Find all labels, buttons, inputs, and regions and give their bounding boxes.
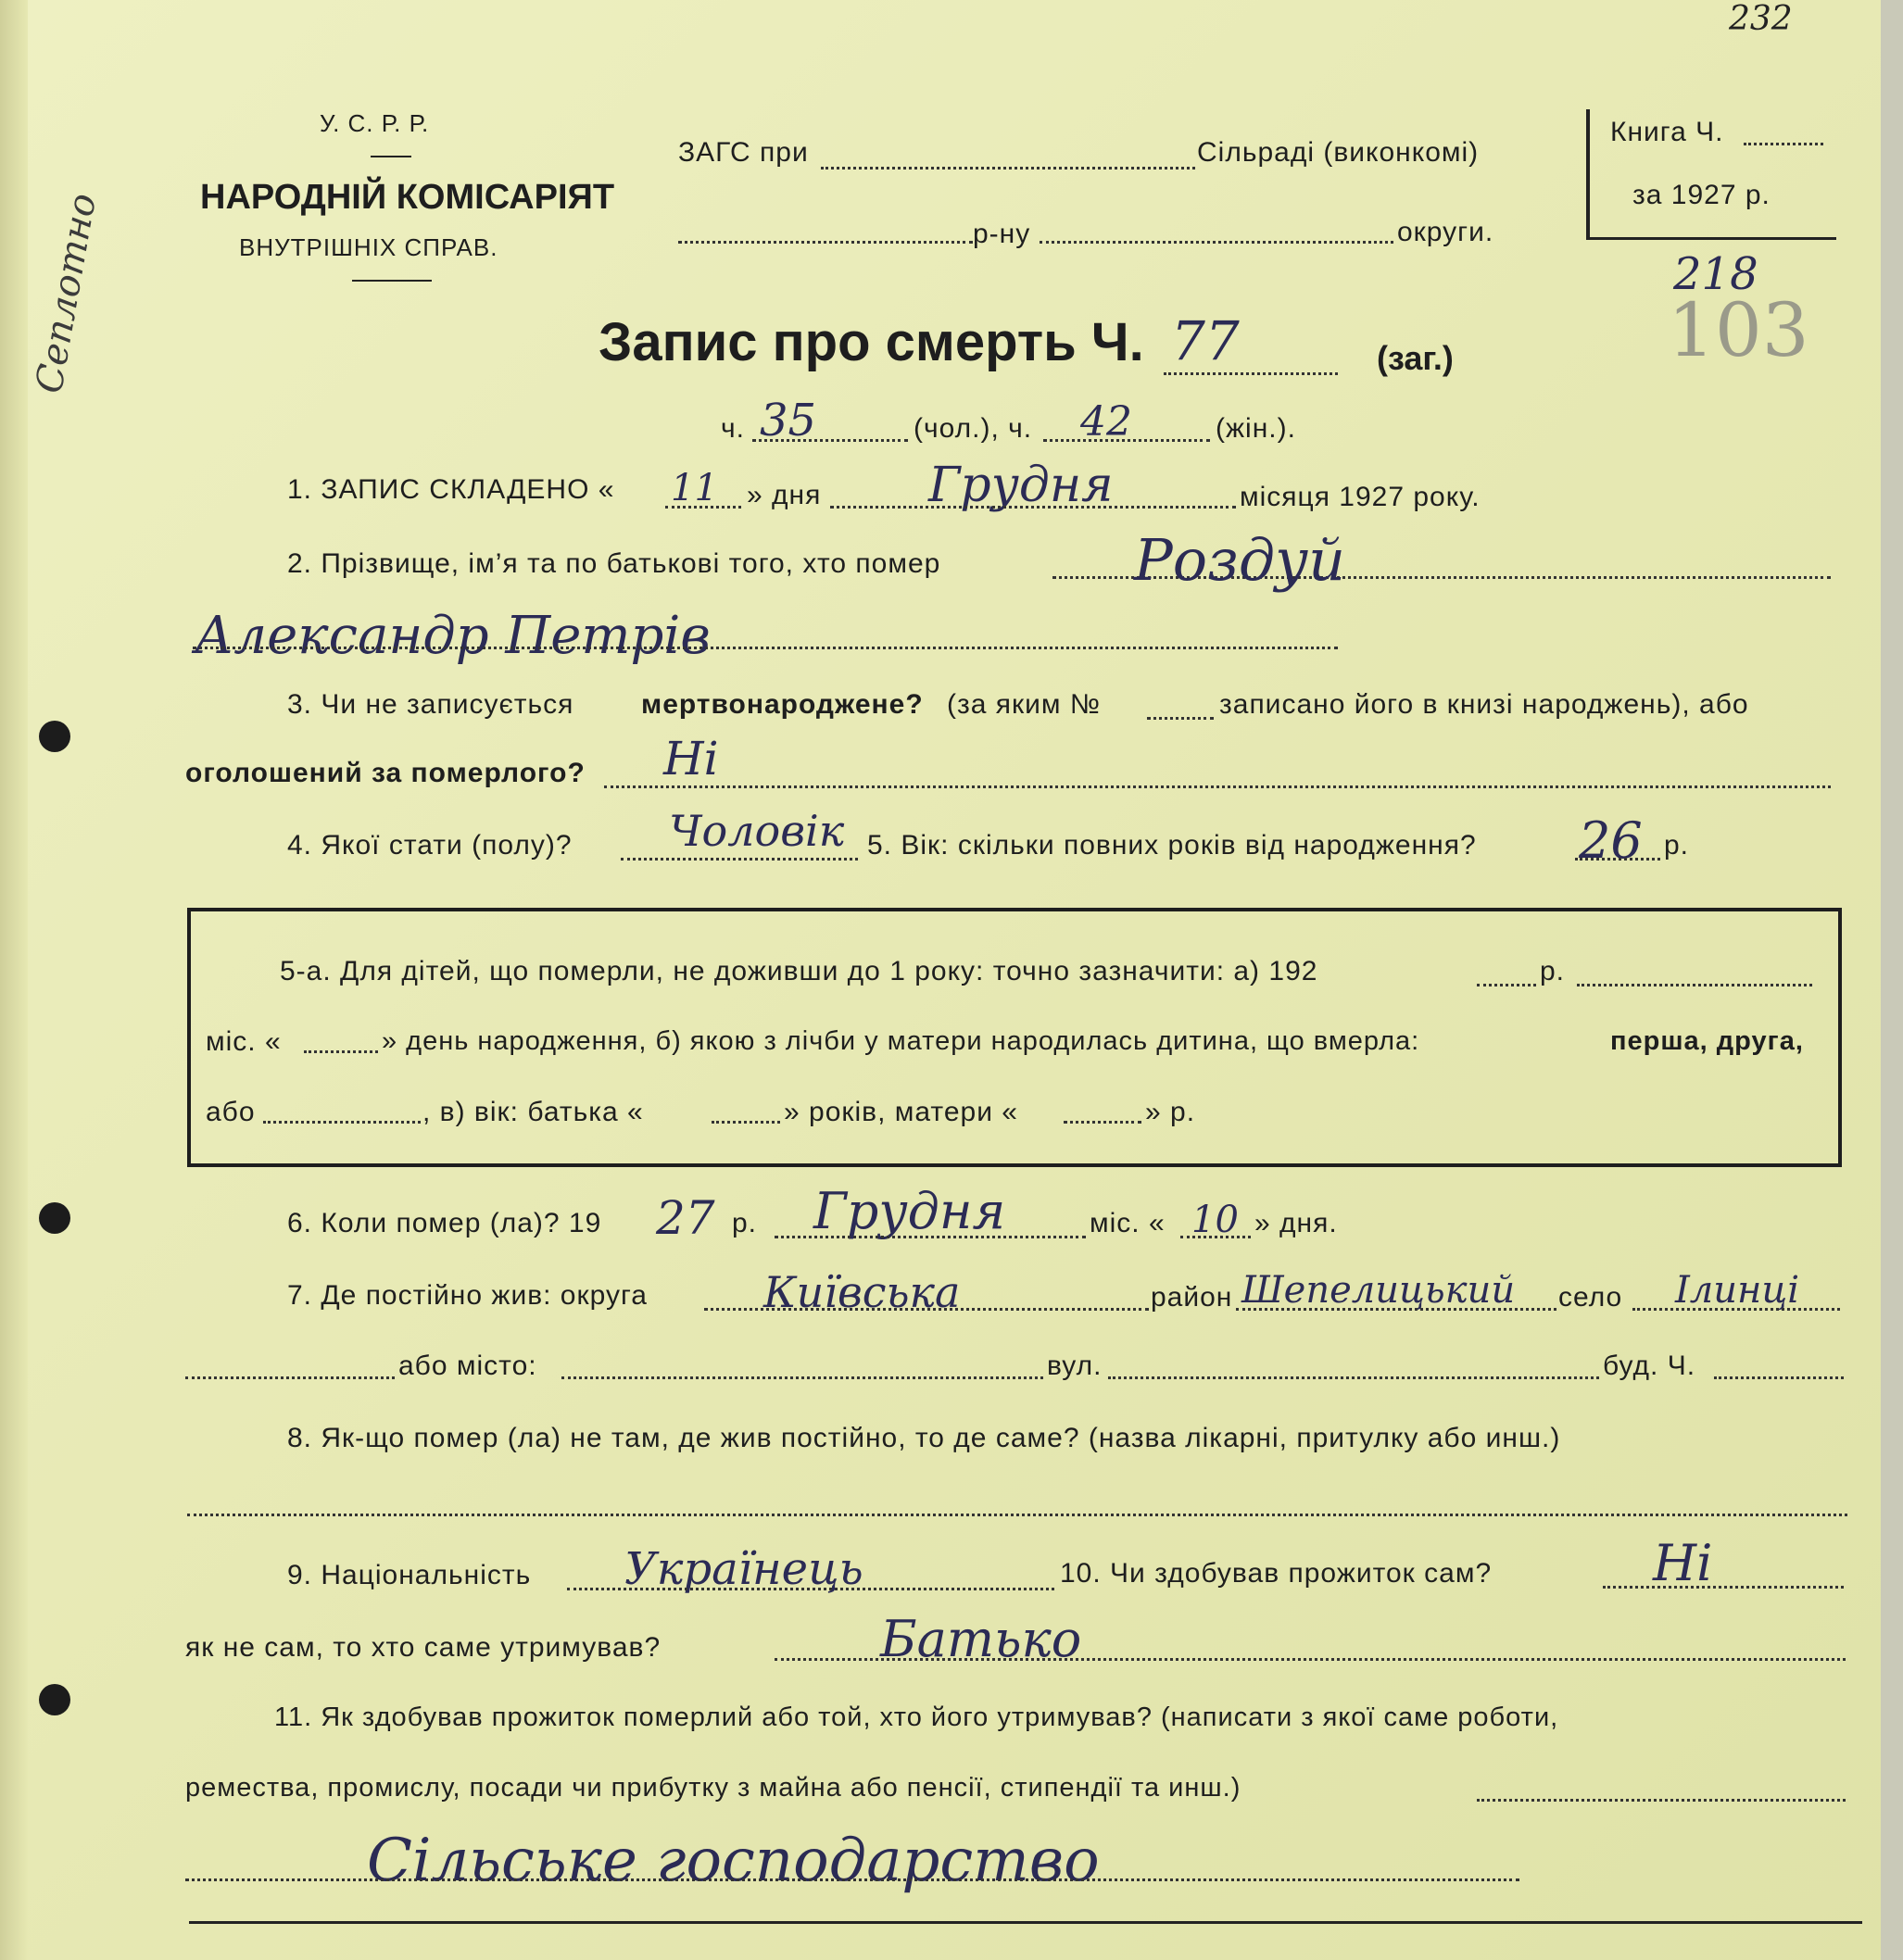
f7-selo-dots bbox=[1632, 1308, 1840, 1311]
f5a-line2-start: міс. « bbox=[206, 1026, 282, 1057]
f4-label: 4. Якої стати (полу)? bbox=[287, 830, 573, 861]
f10-line2-dots bbox=[775, 1658, 1846, 1661]
f5-dots bbox=[1575, 858, 1660, 861]
f11-line1: 11. Як здобував прожиток померлий або той, хто його утримував? (написати з якої саме роботи, bbox=[274, 1702, 1559, 1732]
f4-dots bbox=[621, 858, 858, 861]
f5a-line3-start: або bbox=[206, 1097, 256, 1127]
f6-day: 10 bbox=[1191, 1199, 1239, 1241]
f5-answer: 26 bbox=[1579, 811, 1643, 870]
f9-dots bbox=[567, 1588, 1054, 1590]
f10-dots bbox=[1603, 1586, 1844, 1589]
f5a-father-dots bbox=[712, 1121, 780, 1124]
raion-dots bbox=[678, 241, 973, 244]
f4-answer: Чоловік bbox=[669, 806, 845, 856]
f11-line2-dots bbox=[1477, 1799, 1846, 1802]
f11-answer: Сільське господарство bbox=[367, 1827, 1100, 1895]
f5a-line1-dots bbox=[1577, 984, 1812, 986]
f2-label: 2. Прізвище, ім’я та по батькові того, хто помер bbox=[287, 548, 941, 579]
paper-edge bbox=[0, 0, 28, 1960]
f6-month-dots bbox=[775, 1236, 1086, 1238]
f7-raion-label: район bbox=[1151, 1282, 1233, 1313]
f6-day-dots bbox=[1180, 1236, 1251, 1238]
divider bbox=[371, 156, 411, 157]
book-box-bottom bbox=[1586, 237, 1836, 240]
f2-given: Александр Петрів bbox=[195, 606, 711, 666]
book-year: за 1927 р. bbox=[1632, 180, 1771, 210]
f2-surname: Роздуй bbox=[1134, 526, 1346, 594]
f3-label: 3. Чи не записується bbox=[287, 689, 574, 720]
f10-answer: Ні bbox=[1653, 1534, 1713, 1592]
f6-label: 6. Коли помер (ла)? 19 bbox=[287, 1208, 602, 1238]
f7-raion: Шепелицький bbox=[1241, 1269, 1516, 1312]
f7-okruga-dots bbox=[704, 1308, 1149, 1311]
male-label: (чол.), ч. bbox=[914, 413, 1033, 444]
f7-vul: вул. bbox=[1047, 1351, 1103, 1381]
f5-label: 5. Вік: скільки повних років від народження? bbox=[867, 830, 1477, 861]
f7-selo: Ілинці bbox=[1675, 1269, 1800, 1312]
f6-mis: міс. « bbox=[1090, 1208, 1166, 1238]
f7-raion-dots bbox=[1236, 1308, 1556, 1311]
f1-label: 1. ЗАПИС СКЛАДЕНО « bbox=[287, 474, 615, 505]
female-dots bbox=[1043, 439, 1210, 442]
f6-end: » дня. bbox=[1254, 1208, 1338, 1238]
f7-label: 7. Де постійно жив: округа bbox=[287, 1280, 648, 1311]
f8-label: 8. Як-що помер (ла) не там, де жив постійно, то де саме? (назва лікарні, притулку або инш.) bbox=[287, 1423, 1561, 1453]
book-label: Книга Ч. bbox=[1610, 117, 1724, 147]
f5a-line2-mid: » день народження, б) якою з лічби у матери народилась дитина, що вмерла: bbox=[382, 1026, 1420, 1056]
department: ВНУТРІШНІХ СПРАВ. bbox=[239, 233, 498, 261]
f7-okruga: Київська bbox=[763, 1267, 961, 1317]
commissariat: НАРОДНІЙ КОМІСАРІЯТ bbox=[200, 178, 615, 217]
archive-number: 218 bbox=[1673, 248, 1758, 300]
female-label: (жін.). bbox=[1216, 413, 1296, 444]
f8-dots bbox=[187, 1514, 1847, 1516]
f3-number-dots bbox=[1147, 717, 1214, 720]
f2-given-dots bbox=[193, 647, 1338, 649]
f10-label: 10. Чи здобував прожиток сам? bbox=[1060, 1558, 1493, 1589]
f5a-day-dots bbox=[304, 1050, 378, 1053]
punch-hole bbox=[39, 1684, 70, 1715]
f6-r: р. bbox=[732, 1208, 758, 1238]
f7-bud: буд. Ч. bbox=[1603, 1351, 1696, 1381]
f6-year: 27 bbox=[656, 1191, 715, 1245]
f7-selo-label: село bbox=[1558, 1282, 1623, 1313]
zags-dots bbox=[821, 167, 1195, 170]
f3-line2: оголошений за померлого? bbox=[185, 758, 586, 788]
f7-line2-dots bbox=[185, 1376, 395, 1379]
f1-month: Грудня bbox=[928, 458, 1114, 513]
bottom-rule bbox=[189, 1921, 1862, 1924]
f1-day: 11 bbox=[671, 467, 718, 509]
record-title: Запис про смерть Ч. bbox=[599, 312, 1144, 372]
f3-answer: Ні bbox=[663, 732, 719, 785]
f5-unit: р. bbox=[1664, 830, 1690, 861]
f5a-line1-end: р. bbox=[1540, 956, 1566, 986]
punch-hole bbox=[39, 1202, 70, 1234]
pencil-number: 103 bbox=[1668, 287, 1809, 373]
book-box-left bbox=[1586, 109, 1590, 239]
okruga-dots bbox=[1040, 241, 1393, 244]
f3-bold: мертвонароджене? bbox=[641, 689, 924, 720]
f10-answer2: Батько bbox=[880, 1610, 1082, 1668]
corner-mark: 232 bbox=[1729, 0, 1793, 38]
f1-mid: » дня bbox=[747, 480, 822, 510]
f7-misto-dots bbox=[561, 1376, 1043, 1379]
f9-answer: Українець bbox=[624, 1543, 863, 1595]
margin-note: Сеплотно bbox=[28, 190, 106, 396]
record-suffix: (заг.) bbox=[1377, 339, 1454, 377]
f1-end: місяця 1927 року. bbox=[1240, 482, 1481, 512]
punch-hole bbox=[39, 721, 70, 752]
f5a-order-dots bbox=[263, 1121, 421, 1124]
f3-mid: (за яким № bbox=[947, 689, 1102, 720]
male-dots bbox=[752, 439, 908, 442]
f11-answer-dots bbox=[185, 1878, 1519, 1881]
male-number: 35 bbox=[760, 395, 817, 446]
book-dots bbox=[1744, 143, 1823, 145]
raion-label: р-ну bbox=[973, 219, 1031, 249]
f1-day-dots bbox=[665, 506, 741, 509]
f5a-mother-dots bbox=[1064, 1121, 1141, 1124]
male-prefix: ч. bbox=[721, 413, 745, 444]
f10-line2: як не сам, то хто саме утримував? bbox=[185, 1632, 662, 1663]
female-number: 42 bbox=[1080, 398, 1132, 446]
f6-month: Грудня bbox=[813, 1182, 1006, 1240]
f5a-line3-end: » р. bbox=[1145, 1097, 1196, 1127]
right-strip bbox=[1881, 0, 1903, 1960]
f5a-line3-mid: , в) вік: батька « bbox=[422, 1097, 644, 1127]
f5a-year-dots bbox=[1477, 984, 1536, 986]
f7-bud-dots bbox=[1714, 1376, 1844, 1379]
f11-line2: ремества, промислу, посади чи прибутку з майна або пенсії, стипендії та инш.) bbox=[185, 1773, 1241, 1803]
f3-answer-dots bbox=[604, 785, 1831, 788]
record-number-dots bbox=[1164, 372, 1338, 375]
f5a-line3-mid2: » років, матери « bbox=[784, 1097, 1018, 1127]
f5a-line1: 5-а. Для дітей, що померли, не доживши до 1 року: точно зазначити: а) 192 bbox=[280, 956, 1318, 986]
zags-prefix: ЗАГС при bbox=[678, 137, 809, 168]
republic-abbr: У. С. Р. Р. bbox=[320, 109, 430, 137]
zags-suffix: Сільраді (виконкомі) bbox=[1197, 137, 1480, 168]
f7-misto: або місто: bbox=[398, 1351, 537, 1381]
okruga-label: округи. bbox=[1397, 217, 1494, 247]
record-number: 77 bbox=[1171, 309, 1240, 372]
f5a-line2-bold: перша, друга, bbox=[1610, 1026, 1804, 1056]
f7-vul-dots bbox=[1108, 1376, 1599, 1379]
f1-month-dots bbox=[830, 506, 1236, 509]
f9-label: 9. Національність bbox=[287, 1560, 532, 1590]
divider bbox=[352, 280, 432, 282]
f3-end: записано його в книзі народжень), або bbox=[1219, 689, 1749, 720]
